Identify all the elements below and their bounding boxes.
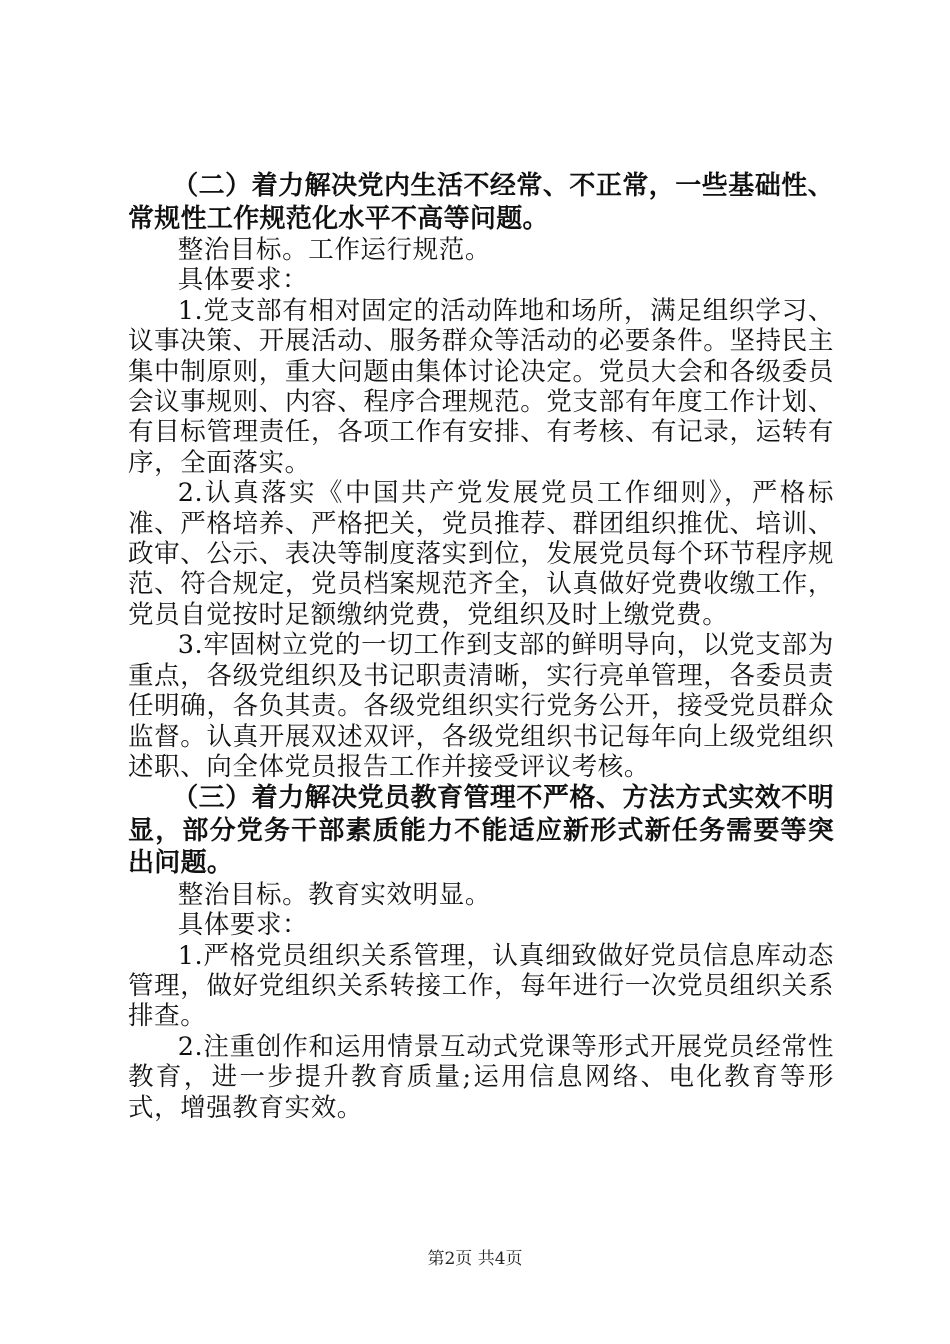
section-2-requirements-label: 具体要求： — [177, 265, 309, 296]
section-3-item-1: 1.严格党员组织关系管理，认真细致做好党员信息库动态管理，做好党组织关系转接工作，每年进行一次党员组织关系排查。 — [128, 940, 834, 1032]
section-3-item-2: 2.注重创作和运用情景互动式党课等形式开展党员经常性教育，进一步提升教育质量;运用信息网络、电化教育等形式，增强教育实效。 — [128, 1031, 834, 1123]
section-2-item-2: 2.认真落实《中国共产党发展党员工作细则》，严格标准、严格培养、严格把关，党员推荐、群团组织推优、培训、政审、公示、表决等制度落实到位，发展党员每个环节程序规范、符合规定，党员档案规范齐全，认真做好党费收缴工作，党员自觉按时足额缴纳党费，党组织及时上缴党费。 — [128, 478, 834, 630]
document-body — [128, 170, 834, 1123]
section-2-item-1: 1.党支部有相对固定的活动阵地和场所，满足组织学习、议事决策、开展活动、服务群众等活动的必要条件。坚持民主集中制原则，重大问题由集体讨论决定。党员大会和各级委员会议事规则、内容、程序合理规范。党支部有年度工作计划、有目标管理责任，各项工作有安排、有考核、有记录，运转有序，全面落实。 — [128, 295, 834, 478]
section-2-item-3: 3.牢固树立党的一切工作到支部的鲜明导向，以党支部为重点，各级党组织及书记职责清晰，实行亮单管理，各委员责任明确，各负其责。各级党组织实行党务公开，接受党员群众监督。认真开展双述双评，各级党组织书记每年向上级党组织述职、向全体党员报告工作并接受评议考核。 — [128, 630, 834, 782]
section-2-heading: （二）着力解决党内生活不经常、不正常，一些基础性、常规性工作规范化水平不高等问题。 — [128, 171, 834, 234]
section-3-heading: （三）着力解决党员教育管理不严格、方法方式实效不明显，部分党务干部素质能力不能适应新形式新任务需要等突出问题。 — [128, 783, 834, 879]
section-3-goal: 整治目标。教育实效明显。 — [177, 879, 491, 910]
section-2-goal: 整治目标。工作运行规范。 — [177, 235, 491, 265]
page-number-footer: 第2页 共4页 — [427, 1249, 523, 1269]
section-3-requirements-label: 具体要求： — [177, 910, 309, 941]
